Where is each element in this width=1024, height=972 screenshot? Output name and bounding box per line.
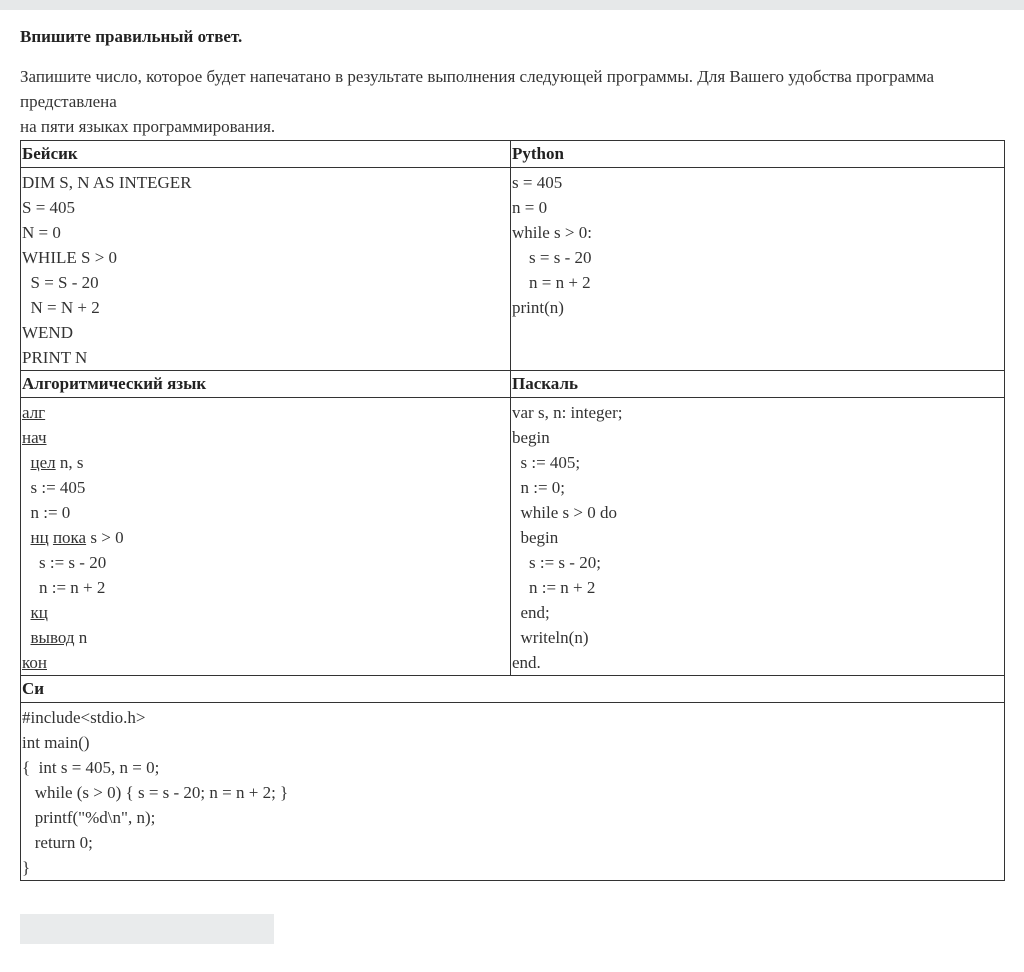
instruction-text: Впишите правильный ответ. <box>20 27 243 46</box>
pascal-code <box>511 398 1005 676</box>
code-line <box>22 450 510 475</box>
code-line: writeln(n) <box>512 628 589 647</box>
code-line: s := s - 20 <box>22 553 107 572</box>
keyword: кц <box>30 603 48 622</box>
code-line: n := n + 2 <box>512 578 596 597</box>
python-code <box>511 168 1005 371</box>
code-line: var s, n: integer; <box>512 403 623 422</box>
code-line: while s > 0: <box>512 223 592 242</box>
code-line: end; <box>512 603 550 622</box>
keyword: кон <box>22 653 47 672</box>
code-line: end. <box>512 653 541 672</box>
c-header: Си <box>21 676 1005 703</box>
code-line <box>22 425 510 450</box>
code-line: s := s - 20; <box>512 553 601 572</box>
code-line: printf("%d\n", n); <box>22 808 156 827</box>
code-line: } <box>22 858 31 877</box>
pascal-header: Паскаль <box>511 371 1005 398</box>
keyword: вывод <box>30 628 75 647</box>
question-line: представлена <box>20 92 117 111</box>
code-line <box>22 525 510 550</box>
algo-header: Алгоритмический язык <box>21 371 511 398</box>
code-line: S = 405 <box>22 198 76 217</box>
question-line: на пяти языках программирования. <box>20 117 276 136</box>
code-table <box>20 140 1005 881</box>
code-line: return 0; <box>22 833 93 852</box>
c-code <box>21 703 1005 881</box>
code-line: begin <box>512 428 550 447</box>
code-line: n := n + 2 <box>22 578 106 597</box>
question-text <box>20 64 1010 139</box>
keyword: нач <box>22 428 47 447</box>
basic-code <box>21 168 511 371</box>
keyword: нц <box>30 528 49 547</box>
code-line: WEND <box>22 323 73 342</box>
basic-header: Бейсик <box>21 141 511 168</box>
code-line: n = n + 2 <box>512 273 591 292</box>
code-line: s := 405; <box>512 453 581 472</box>
code-line: s := 405 <box>22 478 86 497</box>
code-line: n := 0; <box>512 478 566 497</box>
code-text: s > 0 <box>86 528 124 547</box>
code-line: n = 0 <box>512 198 548 217</box>
code-line: s = s - 20 <box>512 248 592 267</box>
code-line <box>22 625 510 650</box>
code-line <box>22 400 510 425</box>
code-line: #include<stdio.h> <box>22 708 146 727</box>
code-line: int main() <box>22 733 90 752</box>
top-bar <box>0 0 1024 10</box>
code-line: while s > 0 do <box>512 503 617 522</box>
code-line <box>22 600 510 625</box>
question-line: Запишите число, которое будет напечатано в результате выполнения следующей программы. Для Вашего удобства программа <box>20 67 935 86</box>
code-line: while (s > 0) { s = s - 20; n = n + 2; } <box>22 783 289 802</box>
code-line: WHILE S > 0 <box>22 248 118 267</box>
keyword: алг <box>22 403 46 422</box>
keyword: пока <box>52 528 87 547</box>
code-line: N = N + 2 <box>22 298 100 317</box>
code-line: print(n) <box>512 298 564 317</box>
code-line: { int s = 405, n = 0; <box>22 758 160 777</box>
code-line: N = 0 <box>22 223 61 242</box>
code-line: n := 0 <box>22 503 71 522</box>
code-line: S = S - 20 <box>22 273 99 292</box>
code-text: n, s <box>55 453 84 472</box>
code-text: n <box>74 628 88 647</box>
python-header: Python <box>511 141 1005 168</box>
algo-code <box>21 398 511 676</box>
code-line: PRINT N <box>22 348 88 367</box>
code-line <box>22 650 510 675</box>
code-line: begin <box>512 528 559 547</box>
keyword: цел <box>30 453 56 472</box>
answer-input[interactable] <box>20 914 274 944</box>
code-line: s = 405 <box>512 173 563 192</box>
code-line: DIM S, N AS INTEGER <box>22 173 192 192</box>
